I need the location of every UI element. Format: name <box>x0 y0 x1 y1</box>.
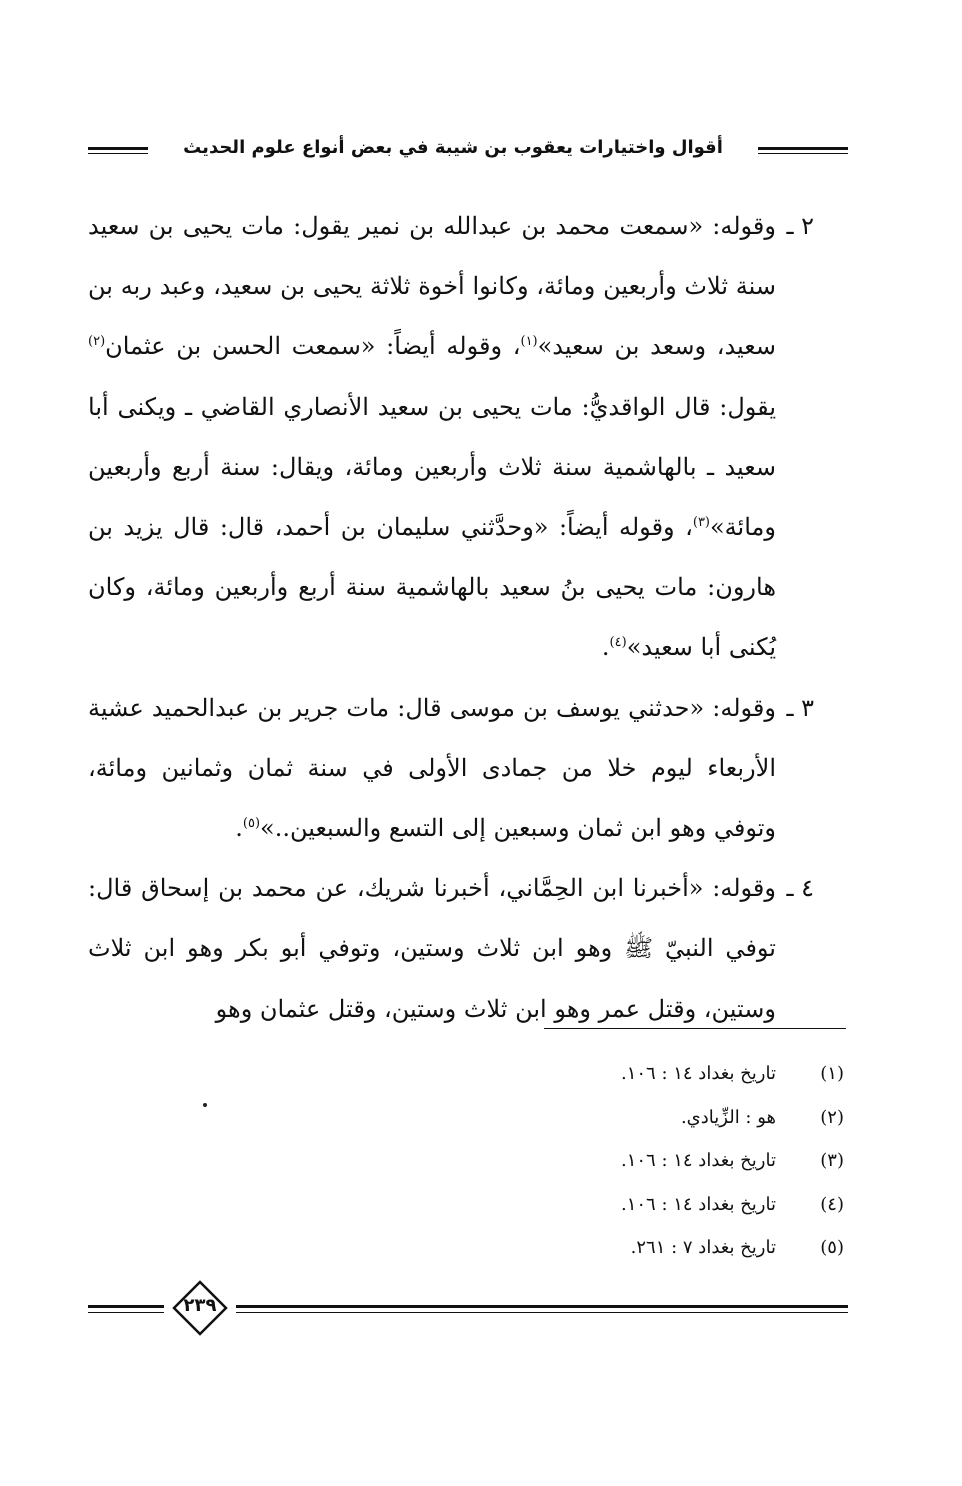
text-segment: يقول: قال الواقديُّ: مات يحيى بن سعيد الأنصاري القاضي ـ ويكنى أبا سعيد ـ بالهاشمية سنة ثلاث وأربعين ومائة، ويقال: سنة أربع وأربعين ومائة» <box>88 392 776 542</box>
header-rule-right <box>758 147 848 154</box>
footnote-number: (٥) <box>820 1237 844 1258</box>
footnote-separator <box>544 1028 846 1029</box>
footer-rule-left <box>88 1305 164 1313</box>
text-segment: ، وقوله أيضاً: «وحدَّثني سليمان بن أحمد، قال: قال يزيد بن هارون: مات يحيى بنُ سعيد بالهاشمية سنة أربع وأربعين ومائة، وكان يُكنى أبا سعيد» <box>88 513 776 662</box>
footer-rule-right <box>236 1305 848 1313</box>
paragraph-2 <box>88 196 814 678</box>
text-segment: ، وقوله أيضاً: «سمعت الحسن بن عثمان <box>105 332 521 361</box>
footnote-text: تاريخ بغداد ١٤ : ١٠٦. <box>620 1063 776 1084</box>
footnote-5 <box>324 1226 844 1270</box>
scan-speck <box>203 1103 207 1107</box>
footnotes <box>324 1052 844 1270</box>
footnote-number: (٣) <box>820 1150 844 1171</box>
footnote-3 <box>324 1139 844 1183</box>
text-segment: وقوله: «سمعت محمد بن عبدالله بن نمير يقول: مات يحيى بن سعيد سنة ثلاث وأربعين ومائة، وكانوا أخوة ثلاثة يحيى بن سعيد، وعبد ربه بن سعيد، وسعد بن سعيد» <box>88 212 776 361</box>
footnote-ref-1[interactable]: (١) <box>520 334 538 350</box>
footnote-text: تاريخ بغداد ٧ : ٢٦١. <box>630 1237 776 1258</box>
text-segment: . <box>601 633 610 662</box>
text-segment: . <box>235 814 243 843</box>
running-header-title: أقوال واختيارات يعقوب بن شيبة في بعض أنواع علوم الحديث <box>183 137 723 158</box>
footnote-number: (٢) <box>820 1106 844 1128</box>
main-text <box>88 196 814 1039</box>
paragraph-number: ٣ ـ <box>786 693 814 722</box>
paragraph-4 <box>88 858 814 1039</box>
running-header <box>88 131 848 171</box>
paragraph-number: ٢ ـ <box>786 212 814 240</box>
footnote-ref-4[interactable]: (٤) <box>609 635 627 651</box>
footnote-text: تاريخ بغداد ١٤ : ١٠٦. <box>620 1150 776 1171</box>
footnote-ref-5[interactable]: (٥) <box>242 816 261 832</box>
page-number: ٢٣٩ <box>183 1295 217 1316</box>
text-segment: وقوله: «حدثني يوسف بن موسى قال: مات جرير بن عبدالحميد عشية الأربعاء ليوم خلا من جمادى الأولى في سنة ثمان وثمانين ومائة، وتوفي وهو ابن ثمان وسبعين إلى التسع والسبعين..» <box>88 693 777 843</box>
footnote-text: تاريخ بغداد ١٤ : ١٠٦. <box>620 1193 776 1215</box>
footnote-text: هو : الزِّيادي. <box>680 1106 776 1128</box>
footnote-1 <box>324 1052 844 1096</box>
text-segment: وقوله: «أخبرنا ابن الحِمَّاني، أخبرنا شريك، عن محمد بن إسحاق قال: توفي النبيّ ﷺ وهو ابن ثلاث وستين، وتوفي أبو بكر وهو ابن ثلاث وستين، وقتل عمر وهو ابن ثلاث وستين، وقتل عثمان وهو <box>88 874 776 1023</box>
footnote-ref-3[interactable]: (٣) <box>692 515 710 531</box>
footnote-number: (١) <box>820 1063 844 1084</box>
footnote-number: (٤) <box>820 1193 844 1215</box>
page-footer <box>88 1270 848 1350</box>
footnote-ref-2[interactable]: (٢) <box>88 334 106 350</box>
footnote-4 <box>324 1183 844 1227</box>
paragraph-number: ٤ ـ <box>786 874 814 903</box>
paragraph-3 <box>88 678 814 859</box>
header-rule-left <box>88 147 148 154</box>
footnote-2 <box>324 1096 844 1140</box>
